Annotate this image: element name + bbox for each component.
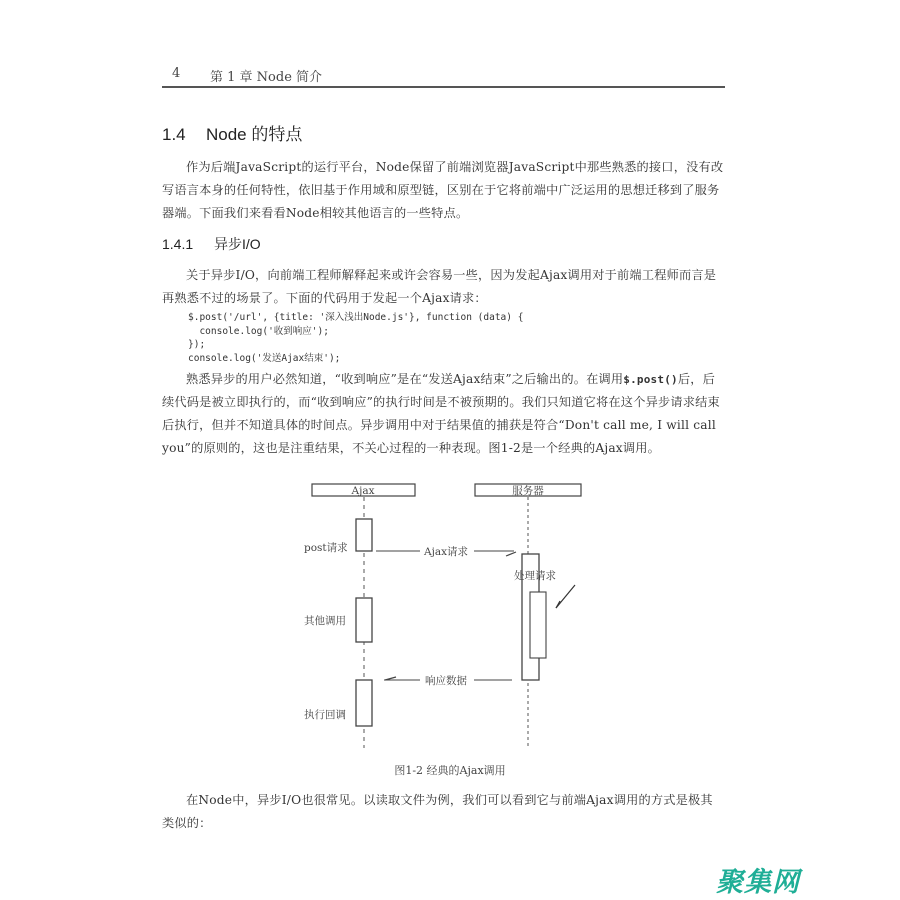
activation-post	[356, 519, 372, 551]
label-post-request: post请求	[304, 542, 348, 554]
lane-label-ajax: Ajax	[351, 485, 375, 497]
label-response-data: 响应数据	[425, 675, 467, 687]
subsection-title: 异步I/O	[214, 236, 261, 252]
sequence-diagram	[290, 478, 610, 758]
subsection-heading	[162, 234, 261, 254]
paragraph-async-explanation	[162, 368, 725, 460]
section-number: 1.4	[162, 125, 186, 144]
lane-label-server: 服务器	[512, 485, 544, 497]
code-line: console.log('收到响应');	[188, 325, 329, 337]
paragraph-text: 熟悉异步的用户必然知道，“收到响应”是在“发送Ajax结束”之后输出的。在调用	[186, 372, 624, 386]
watermark-logo: 聚集网	[716, 867, 800, 898]
label-process-request: 处理请求	[514, 570, 556, 582]
code-line: });	[188, 339, 206, 350]
code-line: $.post('/url', {title: '深入浅出Node.js'}, function (data) {	[188, 312, 524, 323]
figure-caption: 图1-2 经典的Ajax调用	[394, 764, 506, 777]
code-line: console.log('发送Ajax结束');	[188, 352, 341, 364]
inline-code: $.post()	[623, 373, 678, 386]
intro-paragraph: 作为后端JavaScript的运行平台，Node保留了前端浏览器JavaScript中那些熟悉的接口，没有改写语言本身的任何特性，依旧基于作用域和原型链，区别在于它将前端中广泛运用的思想迁移到了服务器端。下面我们来看看Node相较其他语言的一些特点。	[162, 160, 724, 220]
activation-other	[356, 598, 372, 642]
paragraph-async-intro: 关于异步I/O，向前端工程师解释起来或许会容易一些，因为发起Ajax调用对于前端工程师而言是再熟悉不过的场景了。下面的代码用于发起一个Ajax请求：	[162, 268, 717, 305]
pointer-arrow	[556, 585, 575, 608]
paragraph-text: 后，后续代码是被立即执行的，而“收到响应”的执行时间是不被预期的。我们只知道它将在这个异步请求结束后执行，但并不知道具体的时间点。异步调用中对于结果值的捕获是符合“Don't call me, I will call you”的原则的，这也是注重结果，不关心过程的一种表现。图1-2是一个经典的Ajax调用。	[162, 372, 720, 455]
activation-process	[530, 592, 546, 658]
subsection-number: 1.4.1	[162, 236, 194, 252]
label-execute-callback: 执行回调	[304, 709, 346, 721]
chapter-title: 第 1 章 Node 简介	[210, 70, 323, 85]
running-header	[162, 64, 725, 88]
paragraph-node-io: 在Node中，异步I/O也很常见。以读取文件为例，我们可以看到它与前端Ajax调用的方式是极其类似的：	[162, 793, 713, 830]
section-heading	[162, 120, 302, 145]
section-title: Node 的特点	[206, 125, 303, 144]
code-block	[188, 311, 523, 365]
label-other-calls: 其他调用	[304, 615, 346, 627]
activation-callback	[356, 680, 372, 726]
label-ajax-request: Ajax请求	[423, 546, 469, 558]
page-number: 4	[172, 66, 181, 81]
